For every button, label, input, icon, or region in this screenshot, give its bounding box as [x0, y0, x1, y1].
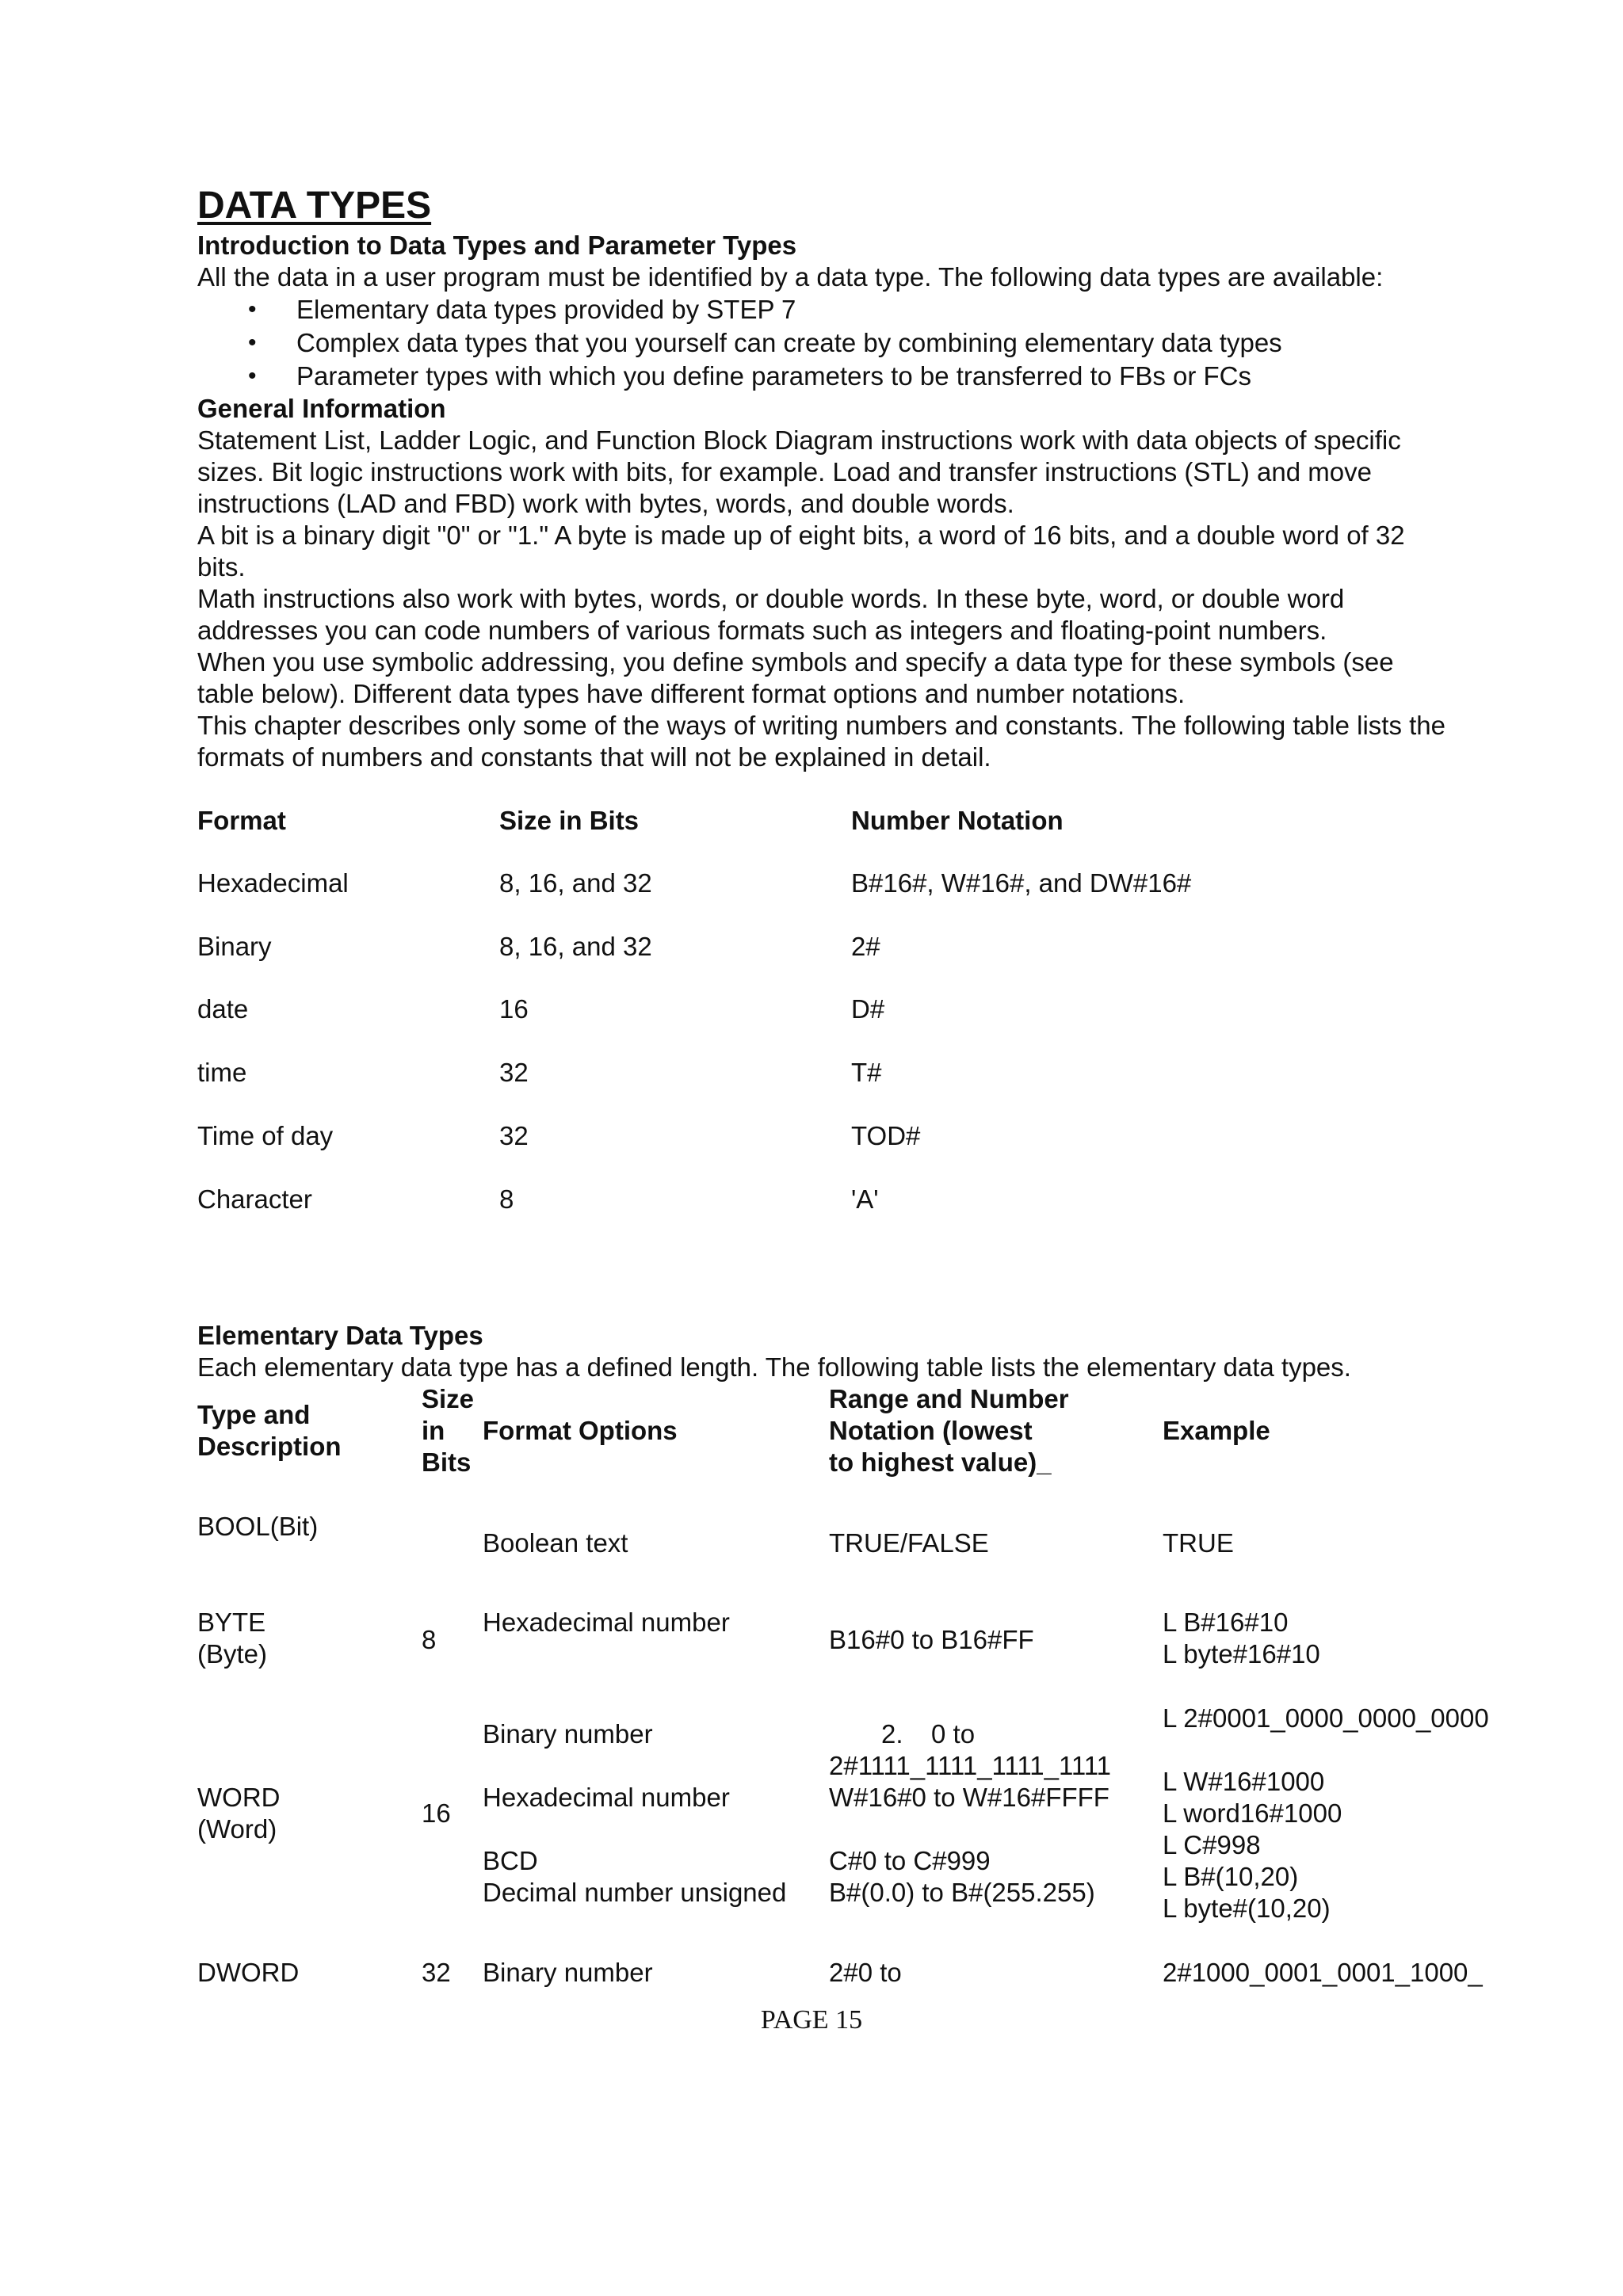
table-cell: D#: [851, 994, 885, 1024]
table-cell: 32: [422, 1958, 451, 1987]
column-header-size: Size: [422, 1384, 475, 1413]
list-item: • Parameter types with which you define parameters to be transferred to FBs or FCs: [197, 360, 1449, 393]
table-cell: Time of day: [197, 1121, 334, 1150]
column-header-example: Example: [1163, 1416, 1270, 1445]
table-cell: 8: [422, 1625, 437, 1654]
table-cell: 2#1000_0001_0001_1000_: [1163, 1958, 1483, 1987]
table-cell: date: [197, 994, 249, 1024]
column-header-type: Type and: [197, 1400, 311, 1429]
table-cell: 32: [499, 1058, 529, 1087]
intro-paragraph: All the data in a user program must be identified by a data type. The following data types are available:: [197, 262, 1384, 292]
table-cell: B16#0 to B16#FF: [829, 1625, 1034, 1654]
table-cell: 32: [499, 1121, 529, 1150]
list-item: • Complex data types that you yourself can create by combining elementary data types: [197, 326, 1449, 360]
table-cell: Boolean text: [483, 1528, 628, 1558]
table-cell: Binary: [197, 932, 272, 961]
column-header-type: Description: [197, 1432, 342, 1461]
table-cell: WORD: [197, 1783, 281, 1812]
table-cell: 0 to: [931, 1719, 976, 1749]
page-number: PAGE 15: [760, 2005, 863, 2035]
general-paragraph: Statement List, Ladder Logic, and Function Block Diagram instructions work with data objects of specific sizes. Bit logic instructions work with bits, for example. Load and transfer instructions (STL) and move instructions (LAD and FBD) work with bytes, words, and double words.: [197, 425, 1401, 518]
table-cell: Binary number: [483, 1958, 653, 1987]
table-cell: 2#0 to: [829, 1958, 902, 1987]
table-cell: 2.: [881, 1719, 903, 1749]
table-cell: W#16#0 to W#16#FFFF: [829, 1783, 1109, 1812]
table-cell: 2#1111_1111_1111_1111: [829, 1751, 1112, 1780]
table-cell: L C#998: [1163, 1830, 1261, 1859]
table-cell: time: [197, 1058, 247, 1087]
table-cell: T#: [851, 1058, 882, 1087]
table-cell: L byte#(10,20): [1163, 1894, 1331, 1923]
table-cell: 'A': [851, 1184, 879, 1214]
general-paragraph: A bit is a binary digit "0" or "1." A byte is made up of eight bits, a word of 16 bits, and a double word of 32 bits.: [197, 521, 1405, 582]
column-header-range: Notation (lowest: [829, 1416, 1033, 1445]
table-cell: DWORD: [197, 1958, 300, 1987]
table-cell: TOD#: [851, 1121, 921, 1150]
column-header-format: Format Options: [483, 1416, 678, 1445]
table-cell: L 2#0001_0000_0000_0000: [1163, 1703, 1489, 1733]
table-cell: Hexadecimal number: [483, 1608, 730, 1637]
list-item: • Elementary data types provided by STEP 7: [197, 293, 1449, 326]
table-cell: BYTE: [197, 1608, 266, 1637]
column-header-format: Format: [197, 806, 286, 835]
table-cell: L B#(10,20): [1163, 1862, 1299, 1891]
general-heading: General Information: [197, 394, 446, 423]
table-cell: Binary number: [483, 1719, 653, 1749]
table-cell: Hexadecimal: [197, 868, 349, 898]
column-header-range: to highest value)_: [829, 1447, 1052, 1477]
table-cell: L W#16#1000: [1163, 1767, 1325, 1796]
table-cell: 16: [422, 1798, 451, 1828]
table-cell: B#(0.0) to B#(255.255): [829, 1878, 1095, 1907]
table-cell: C#0 to C#999: [829, 1846, 991, 1875]
column-header-size: Bits: [422, 1447, 472, 1477]
intro-heading: Introduction to Data Types and Parameter Types: [197, 231, 797, 260]
elementary-heading: Elementary Data Types: [197, 1321, 483, 1350]
general-paragraph: When you use symbolic addressing, you define symbols and specify a data type for these symbols (see table below). Different data types have different format options and number notations.: [197, 647, 1394, 708]
column-header-size: in: [422, 1416, 445, 1445]
table-cell: Decimal number unsigned: [483, 1878, 787, 1907]
table-cell: 16: [499, 994, 529, 1024]
elementary-paragraph: Each elementary data type has a defined length. The following table lists the elementary data types.: [197, 1352, 1351, 1382]
column-header-notation: Number Notation: [851, 806, 1064, 835]
general-paragraph: This chapter describes only some of the ways of writing numbers and constants. The following table lists the formats of numbers and constants that will not be explained in detail.: [197, 711, 1446, 772]
table-cell: 8, 16, and 32: [499, 932, 652, 961]
table-cell: BCD: [483, 1846, 538, 1875]
table-cell: (Word): [197, 1814, 277, 1844]
intro-section: [197, 230, 1449, 773]
table-cell: 8: [499, 1184, 514, 1214]
table-cell: B#16#, W#16#, and DW#16#: [851, 868, 1192, 898]
table-cell: (Byte): [197, 1639, 268, 1669]
table-cell: L B#16#10: [1163, 1608, 1289, 1637]
table-cell: 8, 16, and 32: [499, 868, 652, 898]
table-cell: BOOL(Bit): [197, 1512, 319, 1541]
general-paragraph: Math instructions also work with bytes, words, or double words. In these byte, word, or double word addresses you can code numbers of various formats such as integers and floating-point numbers.: [197, 584, 1345, 645]
column-header-size: Size in Bits: [499, 806, 640, 835]
table-cell: Character: [197, 1184, 312, 1214]
table-cell: L byte#16#10: [1163, 1639, 1320, 1669]
table-cell: TRUE: [1163, 1528, 1234, 1558]
column-header-range: Range and Number: [829, 1384, 1069, 1413]
table-cell: 2#: [851, 932, 880, 961]
table-cell: L word16#1000: [1163, 1798, 1342, 1828]
table-cell: TRUE/FALSE: [829, 1528, 989, 1558]
intro-bullet-list: [197, 293, 1449, 393]
page-title: DATA TYPES: [197, 185, 432, 227]
table-cell: Hexadecimal number: [483, 1783, 730, 1812]
